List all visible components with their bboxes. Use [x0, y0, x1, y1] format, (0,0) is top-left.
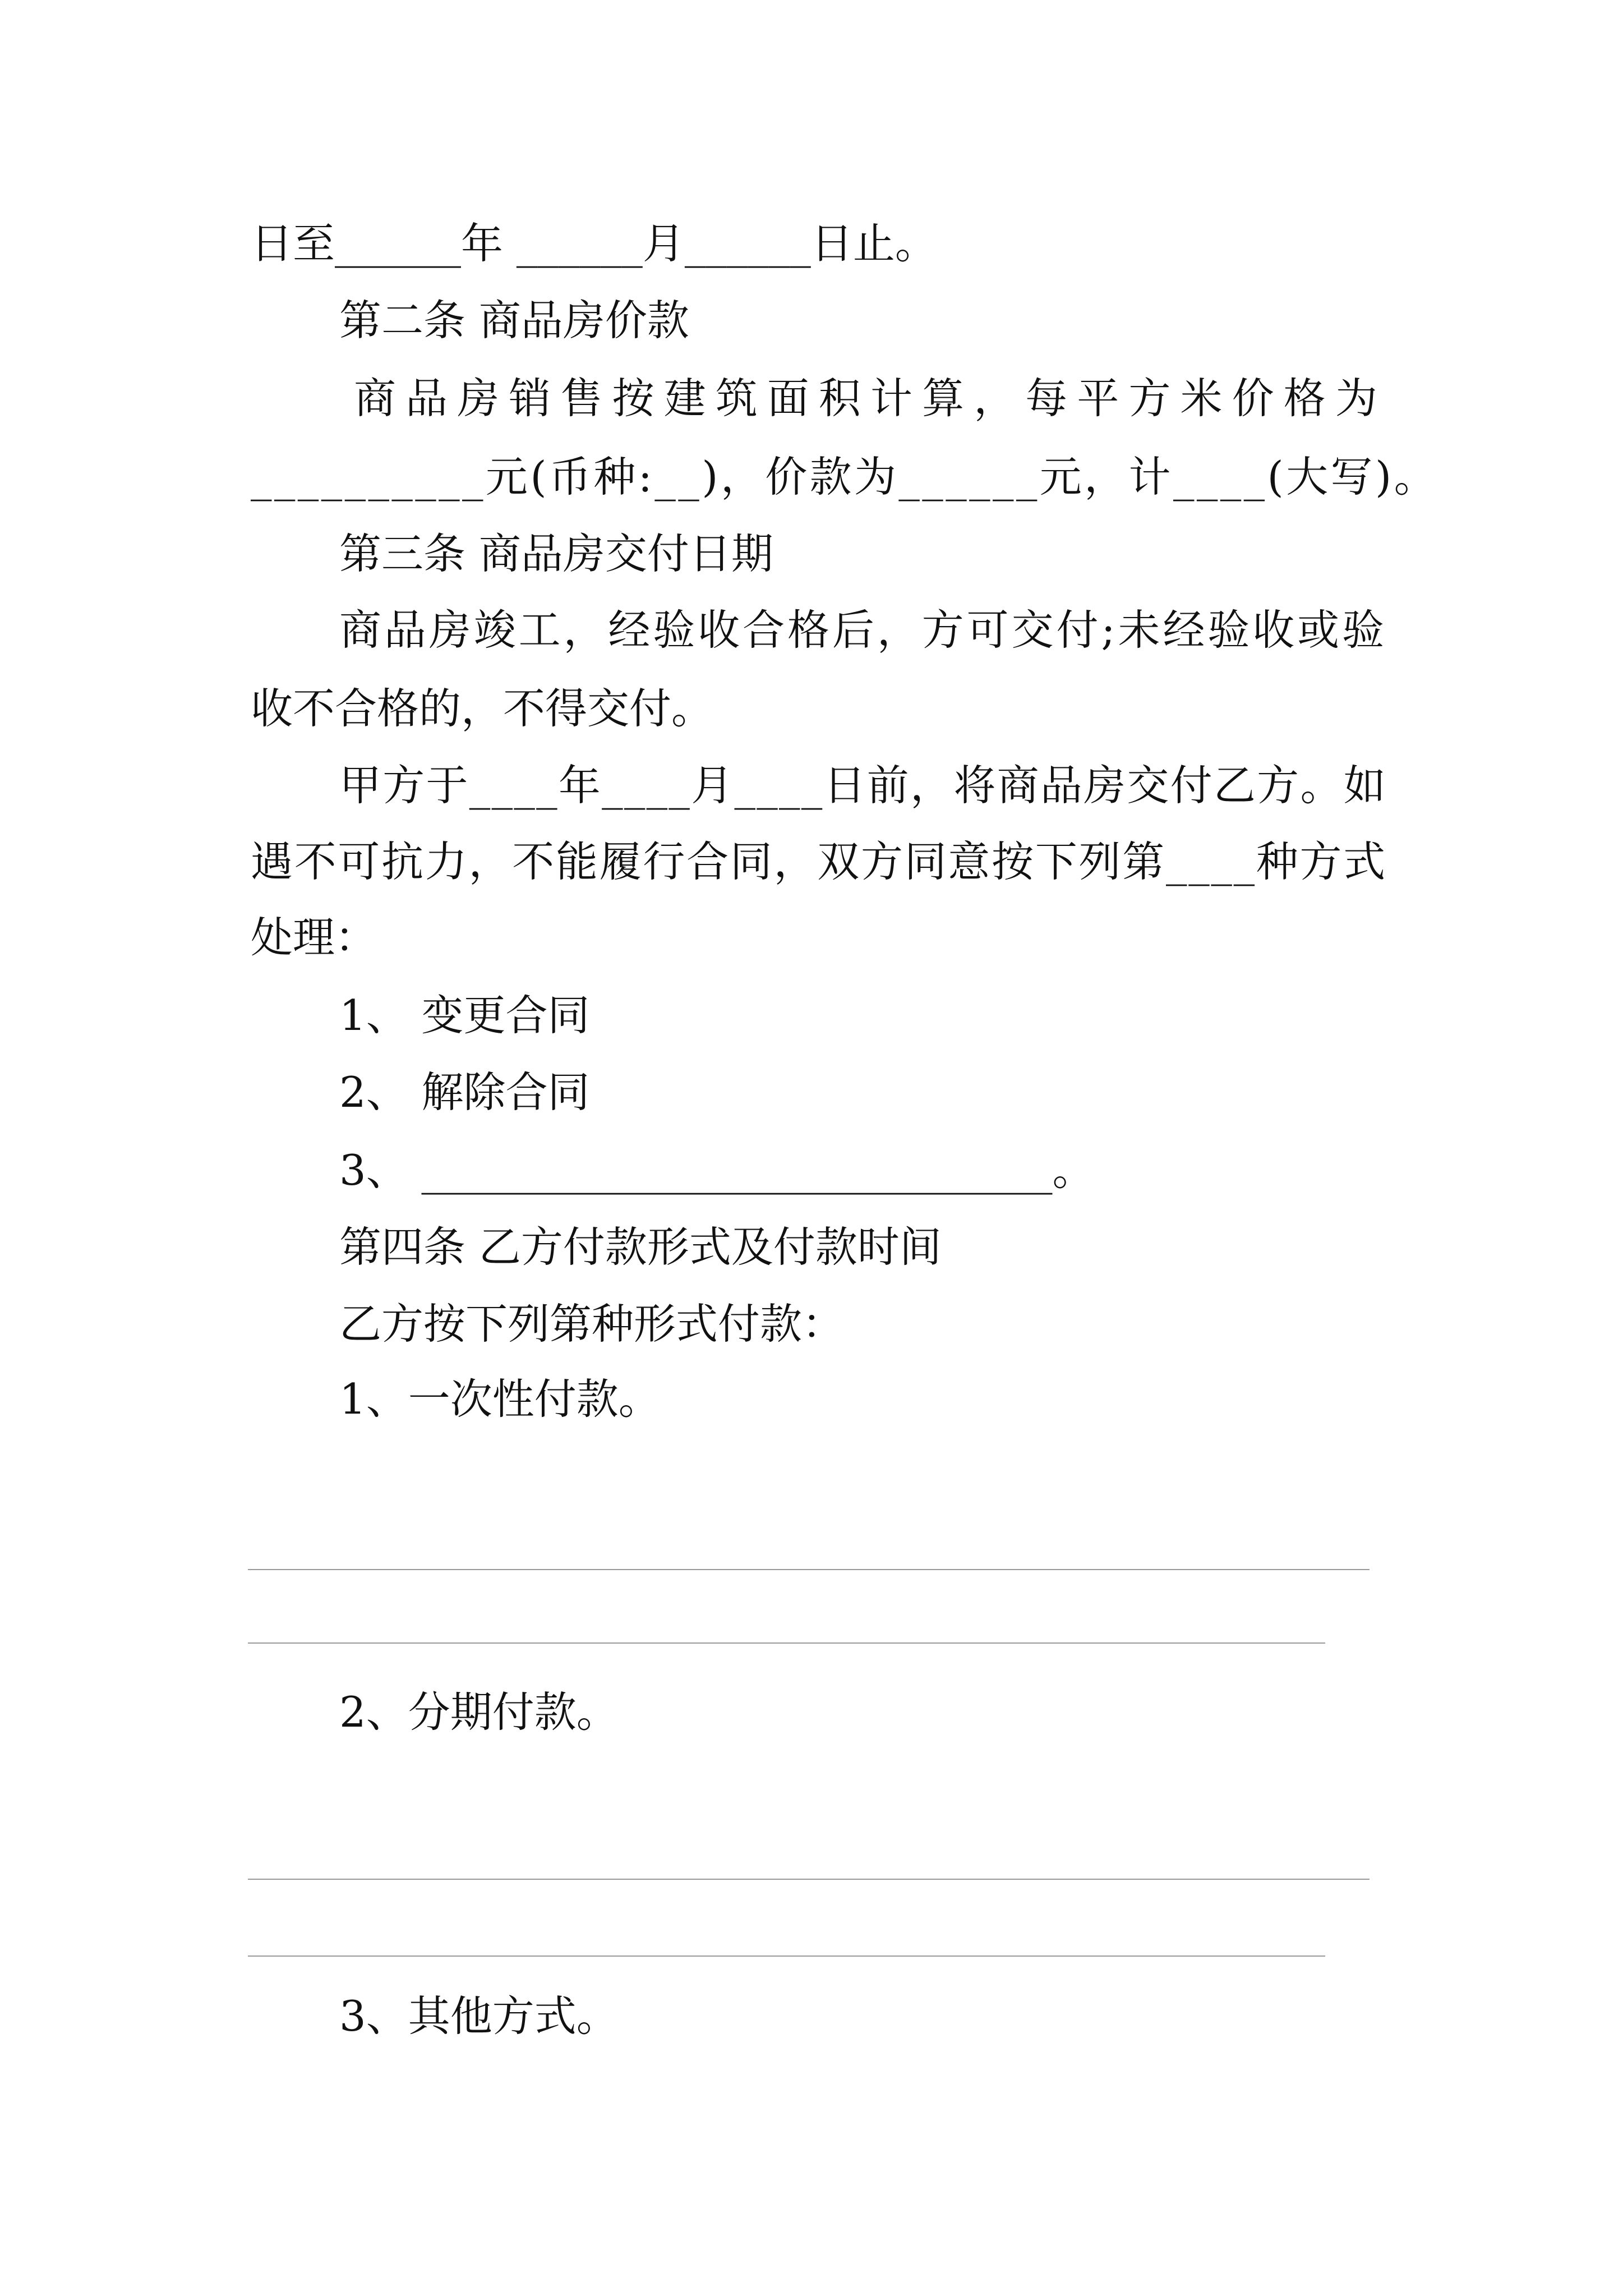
- article-2-price-line-1: 商品房销售按建筑面积计算，每平方米价格为: [354, 374, 1387, 423]
- article-3-delivery-line-3: 处理：: [251, 913, 377, 962]
- article-2-title: 第二条 商品房价款: [339, 296, 689, 345]
- article-3-acceptance-line-2: 收不合格的，不得交付。: [251, 684, 714, 733]
- article-3-option-2: 2、 解除合同: [339, 1068, 590, 1117]
- article-3-acceptance-line-1: 商品房竣工，经验收合格后，方可交付;未经验收或验: [339, 605, 1387, 655]
- article-4-intro: 乙方按下列第种形式付款：: [339, 1299, 845, 1349]
- article-2-price-line-2: __________元(币种:__)，价款为______元，计____(大写)。: [251, 452, 1438, 501]
- article-3-title: 第三条 商品房交付日期: [339, 529, 773, 578]
- article-3-delivery-line-1: 甲方于____年____月____日前，将商品房交付乙方。如: [339, 761, 1387, 810]
- article-4-method-2: 2、分期付款。: [339, 1687, 619, 1737]
- article-4-method-1: 1、一次性付款。: [339, 1374, 661, 1424]
- article-4-method-3: 3、其他方式。: [339, 1991, 619, 2041]
- fill-in-line: [248, 1879, 1370, 1880]
- article-3-delivery-line-2: 遇不可抗力，不能履行合同，双方同意按下列第____种方式: [251, 837, 1387, 886]
- fill-in-line: [248, 1642, 1325, 1644]
- article-4-title: 第四条 乙方付款形式及付款时间: [339, 1222, 942, 1272]
- continuation-line: 日至______年 ______月______日止。: [251, 219, 937, 268]
- fill-in-line: [248, 1569, 1370, 1570]
- article-3-option-1: 1、 变更合同: [339, 991, 590, 1040]
- article-3-option-3: 3、 ______________________________。: [339, 1145, 1095, 1195]
- fill-in-line: [248, 1955, 1325, 1957]
